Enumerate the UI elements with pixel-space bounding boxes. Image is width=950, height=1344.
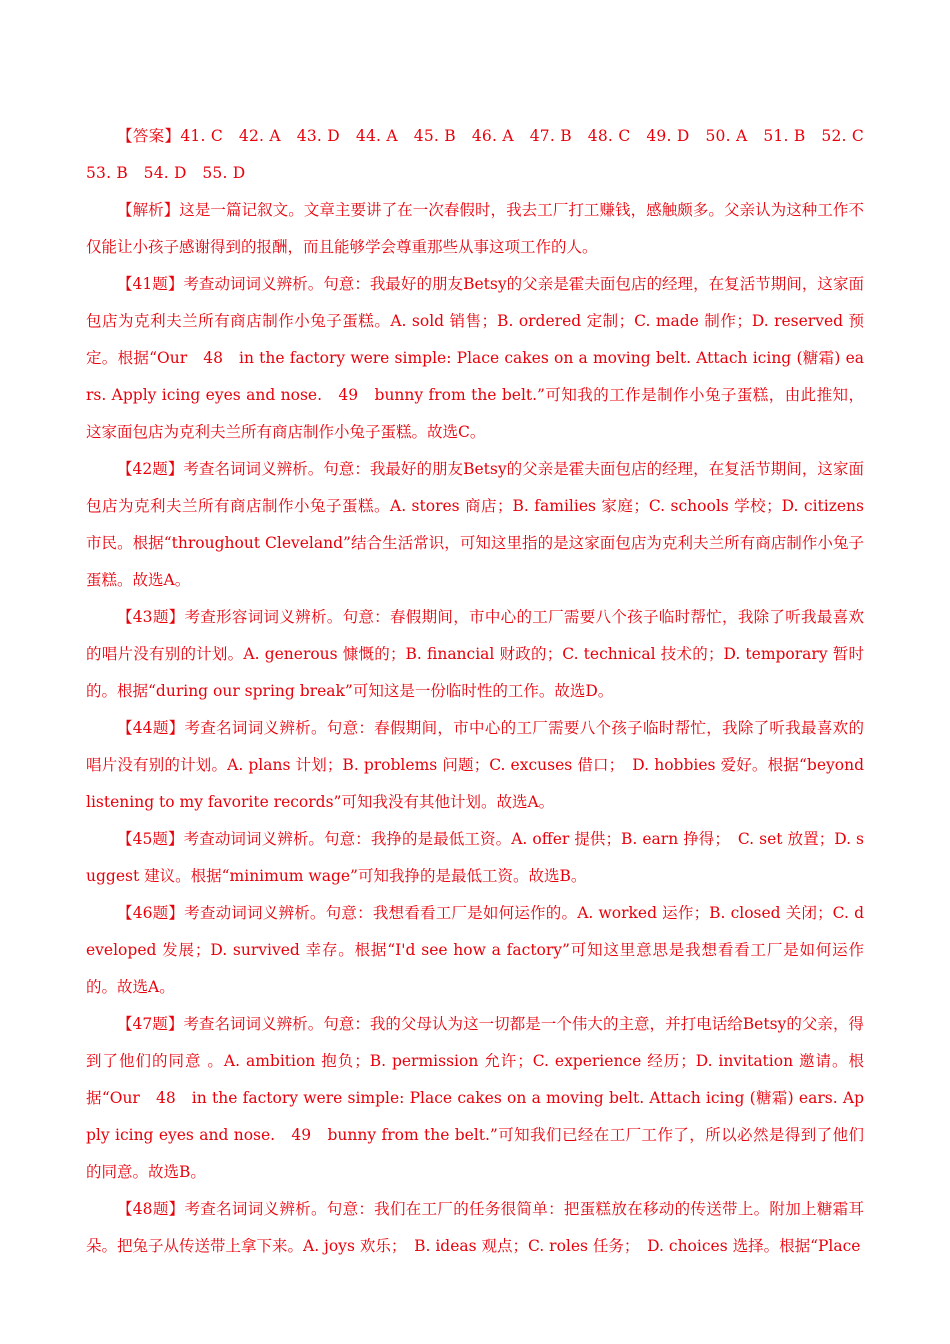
question-label: 【45题】 (117, 830, 184, 848)
analysis-label: 【解析】 (117, 201, 180, 219)
question-label: 【41题】 (117, 275, 184, 293)
question-48-explanation (86, 1191, 864, 1265)
answer-text: 41. C 42. A 43. D 44. A 45. B 46. A 47. B 48. C 49. D 50. A 51. B 52. C 53. B 54. D 55. D (86, 127, 880, 182)
question-43-explanation (86, 599, 864, 710)
question-explanation-text: 考查动词词义辨析。句意：我挣的是最低工资。A. offer 提供；B. earn 挣得； C. set 放置；D. suggest 建议。根据“minimum wage”可知我挣的是最低工资。故选B。 (86, 830, 864, 885)
question-44-explanation (86, 710, 864, 821)
answer-label: 【答案】 (117, 127, 181, 145)
question-41-explanation (86, 266, 864, 451)
answer-paragraph (86, 118, 880, 192)
question-explanation-text: 考查动词词义辨析。句意：我想看看工厂是如何运作的。A. worked 运作；B. closed 关闭；C. developed 发展；D. survived 幸存。根据“I'd see how a factory”可知这里意思是我想看看工厂是如何运作的。故选A。 (86, 904, 864, 996)
question-label: 【46题】 (117, 904, 185, 922)
analysis-text: 这是一篇记叙文。文章主要讲了在一次春假时，我去工厂打工赚钱，感触颇多。父亲认为这种工作不仅能让小孩子感谢得到的报酬，而且能够学会尊重那些从事这项工作的人。 (86, 201, 864, 256)
question-46-explanation (86, 895, 864, 1006)
question-47-explanation (86, 1006, 864, 1191)
answer-key-page (86, 118, 880, 1265)
question-explanation-text: 考查名词词义辨析。句意：我最好的朋友Betsy的父亲是霍夫面包店的经理，在复活节期间，这家面包店为克利夫兰所有商店制作小兔子蛋糕。A. stores 商店；B. families 家庭；C. schools 学校；D. citizens 市民。根据“throughout Cleveland”结合生活常识，可知这里指的是这家面包店为克利夫兰所有商店制作小兔子蛋糕。故选A。 (86, 460, 864, 589)
analysis-paragraph (86, 192, 864, 266)
question-42-explanation (86, 451, 864, 599)
question-label: 【44题】 (117, 719, 185, 737)
question-label: 【43题】 (117, 608, 185, 626)
question-label: 【42题】 (117, 460, 184, 478)
question-label: 【48题】 (117, 1200, 185, 1218)
question-explanation-text: 考查动词词义辨析。句意：我最好的朋友Betsy的父亲是霍夫面包店的经理，在复活节期间，这家面包店为克利夫兰所有商店制作小兔子蛋糕。A. sold 销售；B. ordered 定制；C. made 制作；D. reserved 预定。根据“Our 48 in the factory were simple: Place cakes on a moving belt. Attach icing (糖霜) ears. Apply icing eyes and nose. 49 bunny from the belt.”可知我的工作是制作小兔子蛋糕，由此推知，这家面包店为克利夫兰所有商店制作小兔子蛋糕。故选C。 (86, 275, 864, 441)
question-explanation-text: 考查名词词义辨析。句意：我的父母认为这一切都是一个伟大的主意，并打电话给Betsy的父亲，得到了他们的同意 。A. ambition 抱负；B. permission 允许；C. experience 经历；D. invitation 邀请。根据“Our 48 in the factory were simple: Place cakes on a moving belt. Attach icing (糖霜) ears. Apply icing eyes and nose. 49 bunny from the belt.”可知我们已经在工厂工作了，所以必然是得到了他们的同意。故选B。 (86, 1015, 864, 1181)
question-explanation-text: 考查形容词词义辨析。句意：春假期间，市中心的工厂需要八个孩子临时帮忙，我除了听我最喜欢的唱片没有别的计划。A. generous 慷慨的；B. financial 财政的；C. technical 技术的；D. temporary 暂时的。根据“during our spring break”可知这是一份临时性的工作。故选D。 (86, 608, 864, 700)
question-explanation-text: 考查名词词义辨析。句意：春假期间，市中心的工厂需要八个孩子临时帮忙，我除了听我最喜欢的唱片没有别的计划。A. plans 计划；B. problems 问题；C. excuses 借口； D. hobbies 爱好。根据“beyond listening to my favorite records”可知我没有其他计划。故选A。 (86, 719, 864, 811)
question-45-explanation (86, 821, 864, 895)
question-label: 【47题】 (117, 1015, 184, 1033)
question-explanation-text: 考查名词词义辨析。句意：我们在工厂的任务很简单：把蛋糕放在移动的传送带上。附加上糖霜耳朵。把兔子从传送带上拿下来。A. joys 欢乐； B. ideas 观点；C. roles 任务； D. choices 选择。根据“Place (86, 1200, 864, 1255)
